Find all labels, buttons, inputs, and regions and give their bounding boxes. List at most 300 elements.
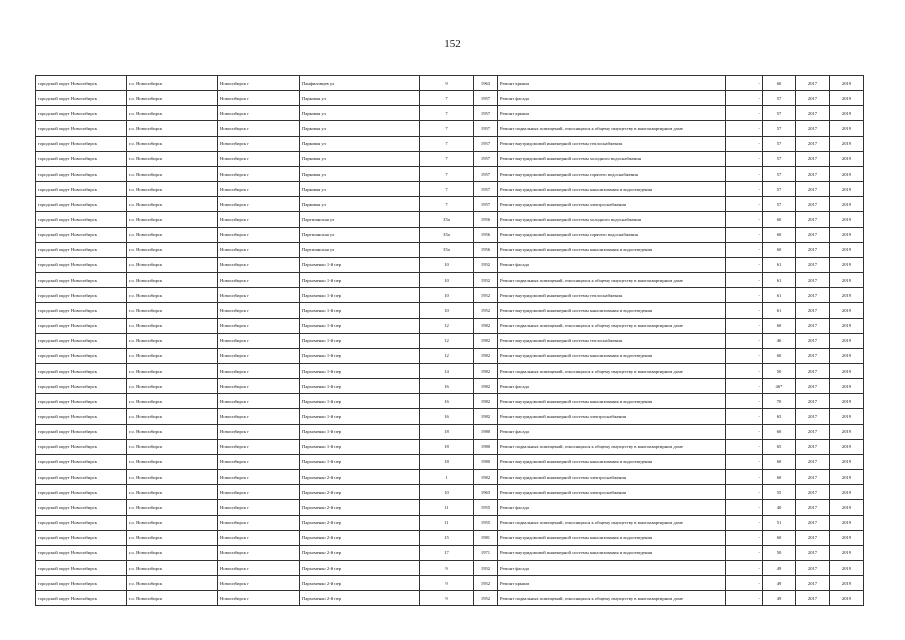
work-type-cell: Ремонт внутридомовой инженерной системы теплоснабжения [498,288,726,303]
house-number-cell: 16 [420,379,474,394]
start-year-cell: 2017 [796,454,830,469]
build-year-cell: 1957 [474,136,498,151]
end-year-cell: 2019 [830,576,864,591]
municipality-cell: городской округ Новосибирск [36,288,127,303]
end-year-cell: 2019 [830,136,864,151]
dash-cell: - [726,591,763,606]
wear-percent-cell: 65 [763,439,796,454]
house-number-cell: 11 [420,500,474,515]
municipality-cell: городской округ Новосибирск [36,91,127,106]
district-cell: г.о. Новосибирск [127,500,218,515]
street-cell: Пархоменко 2-й пер [300,515,420,530]
wear-percent-cell: 50 [763,545,796,560]
wear-percent-cell: 57 [763,197,796,212]
house-number-cell: 18 [420,439,474,454]
table-row [36,318,864,333]
district-cell: г.о. Новосибирск [127,409,218,424]
municipality-cell: городской округ Новосибирск [36,545,127,560]
start-year-cell: 2017 [796,348,830,363]
end-year-cell: 2019 [830,227,864,242]
dash-cell: - [726,91,763,106]
dash-cell: - [726,182,763,197]
table-row [36,576,864,591]
table-row [36,288,864,303]
wear-percent-cell: 61 [763,288,796,303]
start-year-cell: 2017 [796,333,830,348]
build-year-cell: 1963 [474,76,498,91]
start-year-cell: 2017 [796,363,830,378]
work-type-cell: Ремонт подвальных помещений, относящихся к общему имуществу в многоквартирном доме [498,318,726,333]
street-cell: Партизанская ул [300,227,420,242]
district-cell: г.о. Новосибирск [127,576,218,591]
street-cell: Пархоменко 1-й пер [300,424,420,439]
street-cell: Пархоменко 1-й пер [300,257,420,272]
work-type-cell: Ремонт внутридомовой инженерной системы холодного водоснабжения [498,151,726,166]
end-year-cell: 2019 [830,470,864,485]
end-year-cell: 2019 [830,500,864,515]
house-number-cell: 9 [420,576,474,591]
wear-percent-cell: 60 [763,76,796,91]
end-year-cell: 2019 [830,348,864,363]
start-year-cell: 2017 [796,485,830,500]
municipality-cell: городской округ Новосибирск [36,424,127,439]
street-cell: Пархоменко 2-й пер [300,545,420,560]
start-year-cell: 2017 [796,576,830,591]
municipality-cell: городской округ Новосибирск [36,500,127,515]
street-cell: Пархоменко 2-й пер [300,485,420,500]
district-cell: г.о. Новосибирск [127,273,218,288]
municipality-cell: городской округ Новосибирск [36,121,127,136]
table-row [36,273,864,288]
work-type-cell: Ремонт подвальных помещений, относящихся к общему имуществу в многоквартирном доме [498,515,726,530]
wear-percent-cell: 60 [763,242,796,257]
start-year-cell: 2017 [796,409,830,424]
wear-percent-cell: 50 [763,363,796,378]
build-year-cell: 1957 [474,197,498,212]
start-year-cell: 2017 [796,242,830,257]
settlement-cell: Новосибирск г [218,363,300,378]
dash-cell: - [726,136,763,151]
settlement-cell: Новосибирск г [218,303,300,318]
district-cell: г.о. Новосибирск [127,121,218,136]
end-year-cell: 2019 [830,561,864,576]
table-row [36,454,864,469]
municipality-cell: городской округ Новосибирск [36,197,127,212]
municipality-cell: городской округ Новосибирск [36,530,127,545]
settlement-cell: Новосибирск г [218,76,300,91]
wear-percent-cell: 57 [763,106,796,121]
start-year-cell: 2017 [796,561,830,576]
work-type-cell: Ремонт внутридомовой инженерной системы канализования и водоотведения [498,545,726,560]
end-year-cell: 2019 [830,76,864,91]
end-year-cell: 2019 [830,485,864,500]
table-row [36,515,864,530]
work-type-cell: Ремонт крыши [498,76,726,91]
table-row [36,303,864,318]
wear-percent-cell: 60 [763,530,796,545]
start-year-cell: 2017 [796,121,830,136]
table-row [36,227,864,242]
dash-cell: - [726,409,763,424]
end-year-cell: 2019 [830,182,864,197]
build-year-cell: 1980 [474,424,498,439]
settlement-cell: Новосибирск г [218,136,300,151]
wear-percent-cell: 60 [763,318,796,333]
municipality-cell: городской округ Новосибирск [36,136,127,151]
wear-percent-cell: 49 [763,576,796,591]
street-cell: Пархоменко 1-й пер [300,394,420,409]
dash-cell: - [726,212,763,227]
district-cell: г.о. Новосибирск [127,151,218,166]
work-type-cell: Ремонт внутридомовой инженерной системы теплоснабжения [498,136,726,151]
house-number-cell: 7 [420,106,474,121]
municipality-cell: городской округ Новосибирск [36,257,127,272]
end-year-cell: 2019 [830,379,864,394]
district-cell: г.о. Новосибирск [127,333,218,348]
settlement-cell: Новосибирск г [218,409,300,424]
street-cell: Пархоменко 1-й пер [300,409,420,424]
municipality-cell: городской округ Новосибирск [36,454,127,469]
municipality-cell: городской округ Новосибирск [36,591,127,606]
build-year-cell: 1982 [474,379,498,394]
house-number-cell: 7 [420,121,474,136]
municipality-cell: городской округ Новосибирск [36,212,127,227]
table-row [36,91,864,106]
district-cell: г.о. Новосибирск [127,242,218,257]
settlement-cell: Новосибирск г [218,454,300,469]
street-cell: Пархоменко 1-й пер [300,288,420,303]
start-year-cell: 2017 [796,470,830,485]
page-number: 152 [444,38,461,50]
settlement-cell: Новосибирск г [218,379,300,394]
settlement-cell: Новосибирск г [218,424,300,439]
district-cell: г.о. Новосибирск [127,394,218,409]
dash-cell: - [726,166,763,181]
municipality-cell: городской округ Новосибирск [36,561,127,576]
start-year-cell: 2017 [796,394,830,409]
dash-cell: - [726,454,763,469]
municipality-cell: городской округ Новосибирск [36,379,127,394]
dash-cell: - [726,561,763,576]
build-year-cell: 1982 [474,470,498,485]
table-row [36,545,864,560]
street-cell: Пархоменко 1-й пер [300,363,420,378]
table-row [36,242,864,257]
settlement-cell: Новосибирск г [218,515,300,530]
start-year-cell: 2017 [796,530,830,545]
wear-percent-cell: 60 [763,454,796,469]
end-year-cell: 2019 [830,591,864,606]
municipality-cell: городской округ Новосибирск [36,470,127,485]
settlement-cell: Новосибирск г [218,591,300,606]
build-year-cell: 1957 [474,151,498,166]
house-number-cell: 35а [420,212,474,227]
district-cell: г.о. Новосибирск [127,363,218,378]
municipality-cell: городской округ Новосибирск [36,106,127,121]
house-number-cell: 7 [420,151,474,166]
start-year-cell: 2017 [796,591,830,606]
settlement-cell: Новосибирск г [218,318,300,333]
district-cell: г.о. Новосибирск [127,424,218,439]
start-year-cell: 2017 [796,273,830,288]
house-number-cell: 7 [420,197,474,212]
house-number-cell: 12 [420,348,474,363]
district-cell: г.о. Новосибирск [127,227,218,242]
settlement-cell: Новосибирск г [218,485,300,500]
settlement-cell: Новосибирск г [218,561,300,576]
work-type-cell: Ремонт фасада [498,379,726,394]
table-row [36,424,864,439]
house-number-cell: 15 [420,530,474,545]
dash-cell: - [726,106,763,121]
street-cell: Пархоменко 1-й пер [300,454,420,469]
dash-cell: - [726,76,763,91]
wear-percent-cell: 57 [763,121,796,136]
wear-percent-cell: 61 [763,257,796,272]
street-cell: Пархоменко 2-й пер [300,576,420,591]
dash-cell: - [726,485,763,500]
wear-percent-cell: 57 [763,182,796,197]
build-year-cell: 1982 [474,318,498,333]
start-year-cell: 2017 [796,76,830,91]
municipality-cell: городской округ Новосибирск [36,333,127,348]
end-year-cell: 2019 [830,121,864,136]
build-year-cell: 1982 [474,348,498,363]
wear-percent-cell: 60 [763,470,796,485]
table-row [36,409,864,424]
start-year-cell: 2017 [796,303,830,318]
wear-percent-cell: 49 [763,561,796,576]
build-year-cell: 1982 [474,333,498,348]
street-cell: Пархоменко 1-й пер [300,379,420,394]
start-year-cell: 2017 [796,545,830,560]
street-cell: Пархоменко 1-й пер [300,348,420,363]
start-year-cell: 2017 [796,379,830,394]
district-cell: г.о. Новосибирск [127,197,218,212]
build-year-cell: 1956 [474,212,498,227]
municipality-cell: городской округ Новосибирск [36,166,127,181]
wear-percent-cell: 60 [763,424,796,439]
table-row [36,379,864,394]
settlement-cell: Новосибирск г [218,242,300,257]
dash-cell: - [726,288,763,303]
work-type-cell: Ремонт внутридомовой инженерной системы канализования и водоотведения [498,303,726,318]
build-year-cell: 1980 [474,454,498,469]
start-year-cell: 2017 [796,439,830,454]
street-cell: Парковая ул [300,151,420,166]
house-number-cell: 9 [420,561,474,576]
dash-cell: - [726,576,763,591]
dash-cell: - [726,530,763,545]
house-number-cell: 10 [420,288,474,303]
street-cell: Пархоменко 1-й пер [300,303,420,318]
start-year-cell: 2017 [796,106,830,121]
build-year-cell: 1956 [474,242,498,257]
settlement-cell: Новосибирск г [218,576,300,591]
table-row [36,348,864,363]
dash-cell: - [726,500,763,515]
municipality-cell: городской округ Новосибирск [36,394,127,409]
table-row [36,530,864,545]
end-year-cell: 2019 [830,454,864,469]
build-year-cell: 1952 [474,561,498,576]
district-cell: г.о. Новосибирск [127,91,218,106]
municipality-cell: городской округ Новосибирск [36,182,127,197]
work-type-cell: Ремонт внутридомовой инженерной системы канализования и водоотведения [498,348,726,363]
dash-cell: - [726,348,763,363]
table-row [36,136,864,151]
table-row [36,500,864,515]
wear-percent-cell: 57 [763,166,796,181]
table-row [36,197,864,212]
district-cell: г.о. Новосибирск [127,485,218,500]
house-number-cell: 16 [420,394,474,409]
municipality-cell: городской округ Новосибирск [36,318,127,333]
district-cell: г.о. Новосибирск [127,303,218,318]
dash-cell: - [726,318,763,333]
district-cell: г.о. Новосибирск [127,182,218,197]
wear-percent-cell: 46* [763,379,796,394]
work-type-cell: Ремонт внутридомовой инженерной системы канализования и водоотведения [498,394,726,409]
street-cell: Пархоменко 2-й пер [300,470,420,485]
build-year-cell: 1957 [474,166,498,181]
start-year-cell: 2017 [796,151,830,166]
build-year-cell: 1980 [474,439,498,454]
municipality-cell: городской округ Новосибирск [36,227,127,242]
build-year-cell: 1957 [474,91,498,106]
table-row [36,106,864,121]
settlement-cell: Новосибирск г [218,273,300,288]
settlement-cell: Новосибирск г [218,530,300,545]
dash-cell: - [726,257,763,272]
street-cell: Парковая ул [300,182,420,197]
district-cell: г.о. Новосибирск [127,530,218,545]
capital-repair-table [35,75,864,606]
start-year-cell: 2017 [796,166,830,181]
district-cell: г.о. Новосибирск [127,439,218,454]
table-row [36,394,864,409]
wear-percent-cell: 61 [763,273,796,288]
start-year-cell: 2017 [796,288,830,303]
start-year-cell: 2017 [796,515,830,530]
municipality-cell: городской округ Новосибирск [36,439,127,454]
work-type-cell: Ремонт подвальных помещений, относящихся к общему имуществу в многоквартирном доме [498,273,726,288]
district-cell: г.о. Новосибирск [127,288,218,303]
house-number-cell: 16 [420,409,474,424]
wear-percent-cell: 51 [763,515,796,530]
municipality-cell: городской округ Новосибирск [36,363,127,378]
wear-percent-cell: 70 [763,394,796,409]
dash-cell: - [726,424,763,439]
work-type-cell: Ремонт подвальных помещений, относящихся к общему имуществу в многоквартирном доме [498,439,726,454]
house-number-cell: 10 [420,257,474,272]
house-number-cell: 11 [420,515,474,530]
build-year-cell: 1955 [474,515,498,530]
table-row [36,151,864,166]
wear-percent-cell: 60 [763,212,796,227]
settlement-cell: Новосибирск г [218,500,300,515]
street-cell: Парковая ул [300,136,420,151]
settlement-cell: Новосибирск г [218,394,300,409]
district-cell: г.о. Новосибирск [127,561,218,576]
house-number-cell: 12 [420,318,474,333]
district-cell: г.о. Новосибирск [127,454,218,469]
street-cell: Парковая ул [300,106,420,121]
district-cell: г.о. Новосибирск [127,318,218,333]
district-cell: г.о. Новосибирск [127,76,218,91]
municipality-cell: городской округ Новосибирск [36,576,127,591]
start-year-cell: 2017 [796,182,830,197]
wear-percent-cell: 60 [763,348,796,363]
house-number-cell: 14 [420,363,474,378]
district-cell: г.о. Новосибирск [127,545,218,560]
municipality-cell: городской округ Новосибирск [36,348,127,363]
build-year-cell: 1952 [474,591,498,606]
work-type-cell: Ремонт подвальных помещений, относящихся к общему имуществу в многоквартирном доме [498,363,726,378]
work-type-cell: Ремонт подвальных помещений, относящихся к общему имуществу в многоквартирном доме [498,121,726,136]
street-cell: Парковая ул [300,166,420,181]
work-type-cell: Ремонт фасада [498,257,726,272]
dash-cell: - [726,242,763,257]
district-cell: г.о. Новосибирск [127,515,218,530]
dash-cell: - [726,121,763,136]
wear-percent-cell: 49 [763,591,796,606]
build-year-cell: 1981 [474,530,498,545]
dash-cell: - [726,515,763,530]
house-number-cell: 7 [420,182,474,197]
table-row [36,333,864,348]
work-type-cell: Ремонт крыши [498,576,726,591]
work-type-cell: Ремонт внутридомовой инженерной системы электроснабжения [498,470,726,485]
table-row [36,439,864,454]
street-cell: Пархоменко 2-й пер [300,561,420,576]
settlement-cell: Новосибирск г [218,212,300,227]
district-cell: г.о. Новосибирск [127,257,218,272]
table-row [36,561,864,576]
start-year-cell: 2017 [796,212,830,227]
wear-percent-cell: 57 [763,136,796,151]
table-row [36,470,864,485]
work-type-cell: Ремонт внутридомовой инженерной системы горячего водоснабжения [498,166,726,181]
municipality-cell: городской округ Новосибирск [36,303,127,318]
end-year-cell: 2019 [830,409,864,424]
end-year-cell: 2019 [830,166,864,181]
settlement-cell: Новосибирск г [218,91,300,106]
work-type-cell: Ремонт внутридомовой инженерной системы электроснабжения [498,485,726,500]
district-cell: г.о. Новосибирск [127,136,218,151]
work-type-cell: Ремонт внутридомовой инженерной системы канализования и водоотведения [498,242,726,257]
street-cell: Партизанская ул [300,212,420,227]
house-number-cell: 35а [420,242,474,257]
table-row [36,166,864,181]
end-year-cell: 2019 [830,151,864,166]
house-number-cell: 7 [420,166,474,181]
street-cell: Партизанская ул [300,242,420,257]
work-type-cell: Ремонт подвальных помещений, относящихся к общему имуществу в многоквартирном доме [498,591,726,606]
work-type-cell: Ремонт внутридомовой инженерной системы электроснабжения [498,197,726,212]
dash-cell: - [726,379,763,394]
table-row [36,591,864,606]
street-cell: Панфиловцев ул [300,76,420,91]
house-number-cell: 17 [420,545,474,560]
wear-percent-cell: 55 [763,485,796,500]
build-year-cell: 1957 [474,106,498,121]
dash-cell: - [726,151,763,166]
work-type-cell: Ремонт фасада [498,561,726,576]
district-cell: г.о. Новосибирск [127,470,218,485]
table-row [36,76,864,91]
work-type-cell: Ремонт внутридомовой инженерной системы электроснабжения [498,409,726,424]
